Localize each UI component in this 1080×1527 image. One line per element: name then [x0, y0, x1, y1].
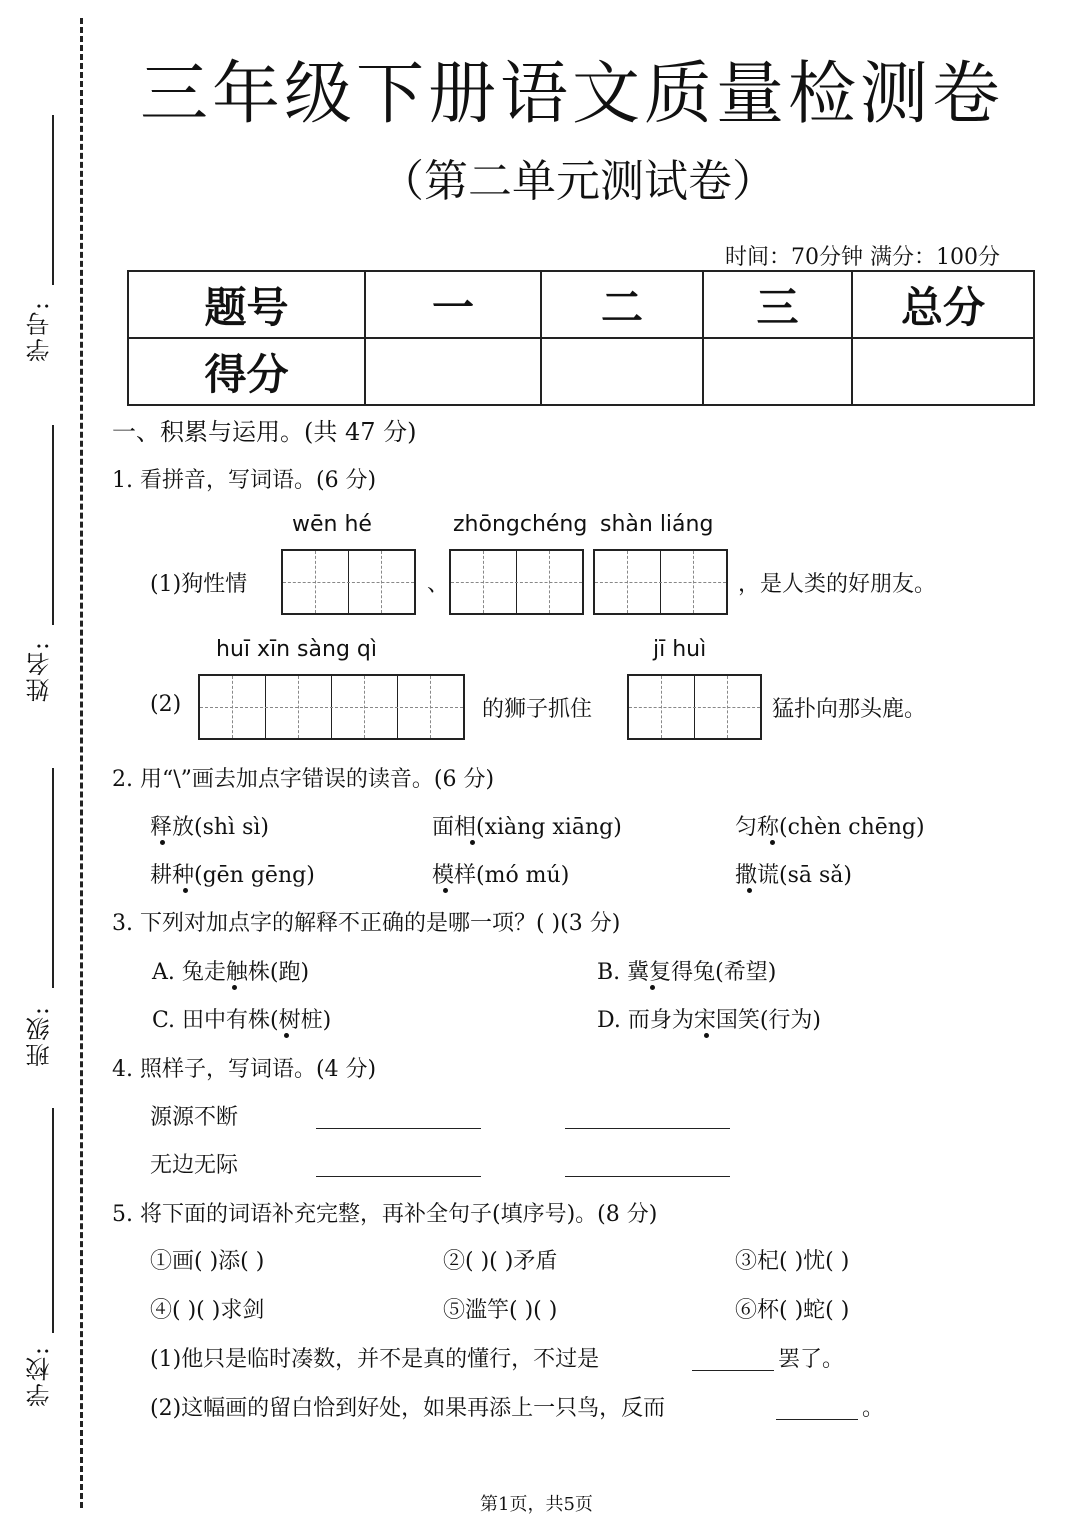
q2-item-2[interactable]: 面相(xiàng xiāng) [432, 815, 622, 840]
student-no-label: 学号: [26, 300, 54, 363]
score-table-score-row [128, 338, 1034, 405]
q1-pinyin-2: zhōngchéng [453, 512, 588, 537]
score-row-label: 得分 [128, 338, 365, 405]
emphasis-dot [704, 1033, 709, 1038]
q1-grid-3[interactable] [593, 549, 728, 615]
q5-idiom-2[interactable]: ②( )( )矛盾 [443, 1249, 558, 1274]
name-line [52, 425, 54, 625]
score-cell-part3: 三 [703, 271, 852, 338]
student-no-line [52, 115, 54, 285]
q1-pinyin-3: shàn liáng [600, 512, 714, 537]
q5-sentence-2: (2)这幅画的留白恰到好处，如果再添上一只鸟，反而 [150, 1396, 666, 1421]
q1-s1-suffix: ，是人类的好朋友。 [738, 572, 937, 597]
q5-idiom-1[interactable]: ①画( )添( ) [150, 1249, 265, 1274]
score-cell-part1: 一 [365, 271, 541, 338]
q1-title: 1. 看拼音，写词语。(6 分) [112, 468, 377, 493]
emphasis-dot [770, 840, 775, 845]
emphasis-dot [160, 840, 165, 845]
emphasis-dot [443, 888, 448, 893]
emphasis-dot [232, 985, 237, 990]
q5-idiom-3[interactable]: ③杞( )忧( ) [735, 1249, 850, 1274]
q2-item-6[interactable]: 撒谎(sā sǎ) [735, 863, 852, 888]
q1-s2-mid: 的狮子抓住 [482, 697, 593, 722]
q5-sentence-1-end: 罢了。 [778, 1347, 845, 1372]
q5-idiom-4[interactable]: ④( )( )求剑 [150, 1298, 265, 1323]
score-table [127, 270, 1035, 406]
emphasis-dot [183, 888, 188, 893]
page-subtitle: （第二单元测试卷） [380, 156, 776, 207]
q1-pinyin-5: jī huì [653, 637, 707, 662]
q1-grid-5[interactable] [627, 674, 762, 740]
q4-answer-1a[interactable] [316, 1128, 481, 1129]
time-info: 时间：70分钟 满分：100分 [725, 245, 1000, 270]
score-cell-part2: 二 [541, 271, 703, 338]
q4-answer-2b[interactable] [565, 1176, 730, 1177]
score-input-total[interactable] [852, 338, 1034, 405]
q2-item-5[interactable]: 模样(mó mú) [432, 863, 570, 888]
score-cell-label: 题号 [128, 271, 365, 338]
emphasis-dot [650, 985, 655, 990]
q1-s1-sep: 、 [427, 572, 450, 597]
q4-example-2: 无边无际 [150, 1153, 239, 1178]
q4-answer-2a[interactable] [316, 1176, 481, 1177]
class-label: 班级: [26, 1005, 54, 1068]
q5-answer-1[interactable] [692, 1370, 774, 1371]
binding-dashed-line [80, 18, 83, 1508]
q1-pinyin-4: huī xīn sàng qì [216, 637, 377, 662]
q3-option-b[interactable]: B. 冀复得兔(希望) [597, 960, 777, 985]
q3-option-c[interactable]: C. 田中有株(树桩) [152, 1008, 332, 1033]
class-line [52, 768, 54, 988]
emphasis-dot [284, 1033, 289, 1038]
q3-title: 3. 下列对加点字的解释不正确的是哪一项？( )(3 分) [112, 911, 621, 936]
q2-title: 2. 用“\”画去加点字错误的读音。(6 分) [112, 767, 495, 792]
emphasis-dot [470, 840, 475, 845]
score-table-header-row [128, 271, 1034, 338]
q5-answer-2[interactable] [776, 1419, 858, 1420]
q5-sentence-1: (1)他只是临时凑数，并不是真的懂行，不过是 [150, 1347, 600, 1372]
q2-item-4[interactable]: 耕种(gēn gēng) [150, 863, 315, 888]
name-label: 姓名: [26, 640, 54, 703]
q2-item-1[interactable]: 释放(shì sì) [150, 815, 269, 840]
page-footer: 第1页，共5页 [480, 1494, 593, 1515]
q4-example-1: 源源不断 [150, 1105, 239, 1130]
q4-title: 4. 照样子，写词语。(4 分) [112, 1057, 377, 1082]
q4-answer-1b[interactable] [565, 1128, 730, 1129]
score-input-2[interactable] [541, 338, 703, 405]
score-cell-total: 总分 [852, 271, 1034, 338]
page-title: 三年级下册语文质量检测卷 [140, 55, 1005, 134]
q1-pinyin-1: wēn hé [292, 512, 372, 537]
q1-s2-prefix: (2) [150, 692, 182, 717]
q1-s2-suffix: 猛扑向那头鹿。 [772, 697, 927, 722]
school-line [52, 1108, 54, 1333]
q5-sentence-2-end: 。 [862, 1396, 885, 1421]
section-1-title: 一、积累与运用。(共 47 分) [112, 418, 417, 446]
q1-grid-2[interactable] [449, 549, 584, 615]
q5-title: 5. 将下面的词语补充完整，再补全句子(填序号)。(8 分) [112, 1202, 658, 1227]
q3-option-a[interactable]: A. 兔走触株(跑) [152, 960, 310, 985]
school-label: 学校: [26, 1345, 54, 1408]
score-input-3[interactable] [703, 338, 852, 405]
q3-option-d[interactable]: D. 而身为宋国笑(行为) [597, 1008, 822, 1033]
q1-grid-4[interactable] [198, 674, 465, 740]
score-input-1[interactable] [365, 338, 541, 405]
emphasis-dot [747, 888, 752, 893]
q5-idiom-5[interactable]: ⑤滥竽( )( ) [443, 1298, 558, 1323]
q2-item-3[interactable]: 匀称(chèn chēng) [735, 815, 925, 840]
q1-grid-1[interactable] [281, 549, 416, 615]
q1-s1-prefix: (1)狗性情 [150, 572, 248, 597]
q5-idiom-6[interactable]: ⑥杯( )蛇( ) [735, 1298, 850, 1323]
